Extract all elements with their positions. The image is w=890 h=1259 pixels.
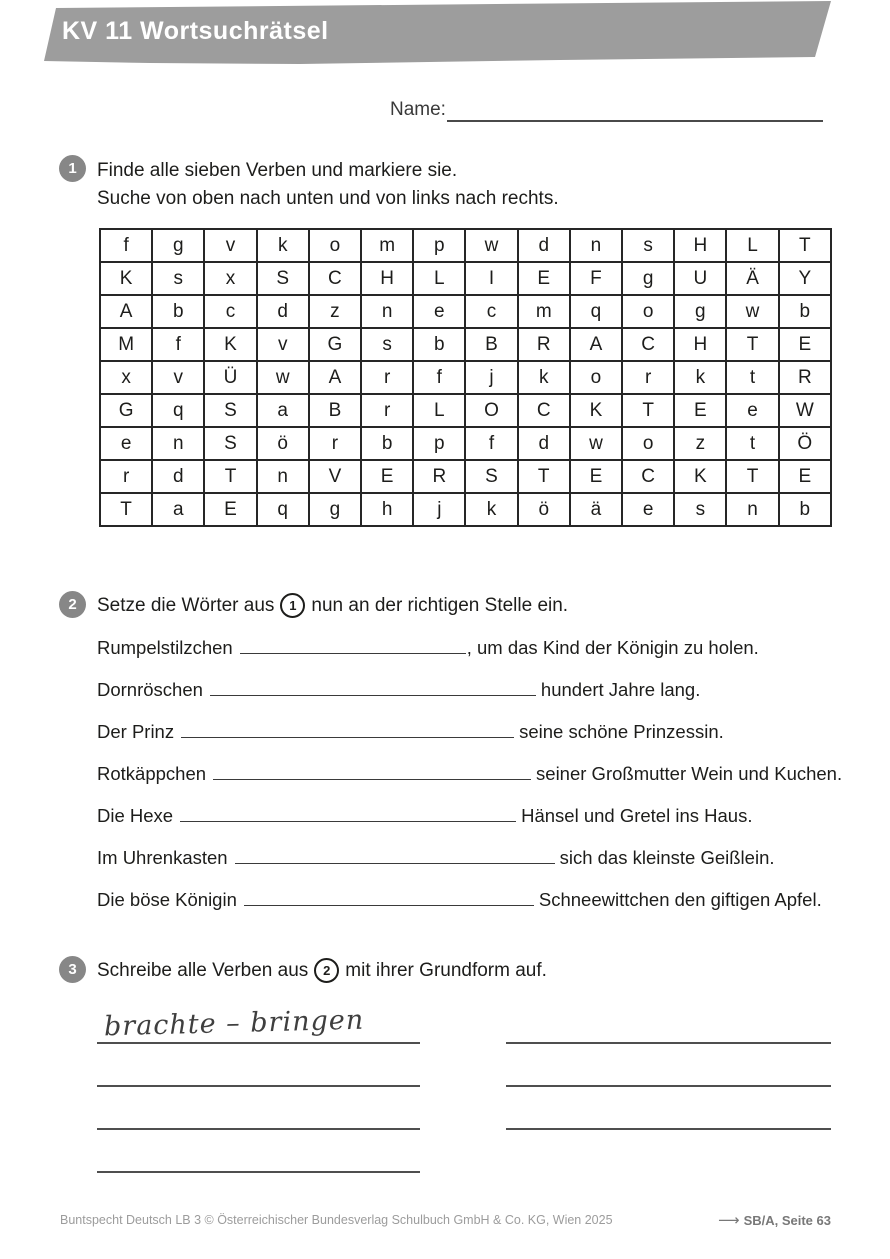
writing-line: [506, 1085, 831, 1087]
grid-cell-letter: f: [152, 328, 204, 361]
grid-cell-letter: g: [309, 493, 361, 526]
sentence-prefix: Rotkäppchen: [97, 763, 207, 784]
grid-cell-letter: S: [257, 262, 309, 295]
word-grid-table: [99, 228, 832, 527]
grid-cell-letter: j: [413, 493, 465, 526]
sentence-suffix: hundert Jahre lang.: [540, 679, 701, 700]
task2-sentences: [97, 637, 843, 931]
answer-blank-line: [210, 681, 536, 696]
sentence-suffix: Schneewittchen den giftigen Apfel.: [538, 889, 822, 910]
fill-in-sentence: [97, 763, 843, 805]
grid-cell-letter: b: [152, 295, 204, 328]
grid-cell-letter: c: [204, 295, 256, 328]
answer-blank-line: [235, 849, 555, 864]
grid-cell-letter: L: [726, 229, 778, 262]
task2-instruction-prefix: Setze die Wörter aus: [97, 594, 275, 616]
grid-cell-letter: C: [518, 394, 570, 427]
grid-cell-letter: a: [257, 394, 309, 427]
grid-cell-letter: E: [570, 460, 622, 493]
grid-cell-letter: q: [152, 394, 204, 427]
writing-line: [97, 1128, 420, 1130]
fill-in-sentence: [97, 847, 837, 889]
grid-cell-letter: e: [413, 295, 465, 328]
grid-cell-letter: j: [465, 361, 517, 394]
grid-cell-letter: C: [622, 460, 674, 493]
grid-cell-letter: g: [674, 295, 726, 328]
grid-cell-letter: r: [309, 427, 361, 460]
grid-cell-letter: f: [100, 229, 152, 262]
grid-cell-letter: x: [204, 262, 256, 295]
sentence-suffix: sich das kleinste Geißlein.: [559, 847, 775, 868]
grid-cell-letter: k: [257, 229, 309, 262]
answer-blank-line: [181, 723, 514, 738]
grid-cell-letter: o: [622, 295, 674, 328]
grid-cell-letter: I: [465, 262, 517, 295]
answer-blank-line: [244, 891, 534, 906]
grid-cell-letter: C: [309, 262, 361, 295]
grid-cell-letter: w: [570, 427, 622, 460]
grid-row: [100, 427, 831, 460]
right-arrow-icon: ⟶: [718, 1212, 740, 1229]
grid-cell-letter: ö: [257, 427, 309, 460]
grid-cell-letter: e: [622, 493, 674, 526]
grid-cell-letter: Ü: [204, 361, 256, 394]
grid-cell-letter: A: [570, 328, 622, 361]
grid-cell-letter: r: [361, 361, 413, 394]
grid-cell-letter: L: [413, 262, 465, 295]
grid-cell-letter: e: [726, 394, 778, 427]
grid-cell-letter: o: [622, 427, 674, 460]
grid-cell-letter: H: [674, 328, 726, 361]
grid-cell-letter: k: [465, 493, 517, 526]
grid-cell-letter: ä: [570, 493, 622, 526]
grid-cell-letter: k: [674, 361, 726, 394]
grid-cell-letter: E: [674, 394, 726, 427]
sentence-suffix: seiner Großmutter Wein und Kuchen.: [536, 763, 843, 784]
grid-cell-letter: w: [257, 361, 309, 394]
grid-cell-letter: K: [100, 262, 152, 295]
grid-cell-letter: M: [100, 328, 152, 361]
grid-cell-letter: S: [465, 460, 517, 493]
grid-cell-letter: r: [622, 361, 674, 394]
grid-cell-letter: G: [309, 328, 361, 361]
grid-cell-letter: ö: [518, 493, 570, 526]
writing-line: [506, 1128, 831, 1130]
grid-cell-letter: T: [518, 460, 570, 493]
task3-instruction-suffix: mit ihrer Grundform auf.: [345, 959, 547, 981]
fill-in-sentence: [97, 805, 837, 847]
grid-cell-letter: d: [518, 427, 570, 460]
fill-in-sentence: [97, 889, 837, 931]
grid-cell-letter: R: [518, 328, 570, 361]
grid-cell-letter: n: [257, 460, 309, 493]
grid-cell-letter: T: [204, 460, 256, 493]
grid-cell-letter: T: [726, 328, 778, 361]
grid-cell-letter: s: [152, 262, 204, 295]
task3-instruction: [97, 958, 547, 983]
answer-blank-line: [213, 765, 531, 780]
grid-cell-letter: E: [779, 328, 831, 361]
grid-cell-letter: A: [309, 361, 361, 394]
grid-cell-letter: o: [309, 229, 361, 262]
task1-instruction-line1: Finde alle sieben Verben und markiere sie.: [97, 160, 458, 181]
grid-cell-letter: d: [518, 229, 570, 262]
page-title: KV 11 Wortsuchrätsel: [62, 17, 329, 45]
grid-cell-letter: n: [570, 229, 622, 262]
grid-cell-letter: n: [152, 427, 204, 460]
grid-cell-letter: n: [361, 295, 413, 328]
grid-cell-letter: E: [779, 460, 831, 493]
task1-number-badge: 1: [59, 155, 86, 182]
grid-cell-letter: n: [726, 493, 778, 526]
sentence-suffix: Hänsel und Gretel ins Haus.: [521, 805, 753, 826]
task1-instruction: [97, 157, 559, 213]
grid-cell-letter: h: [361, 493, 413, 526]
grid-cell-letter: b: [779, 295, 831, 328]
sentence-prefix: Rumpelstilzchen: [97, 637, 233, 658]
grid-cell-letter: z: [674, 427, 726, 460]
grid-cell-letter: f: [465, 427, 517, 460]
grid-cell-letter: b: [779, 493, 831, 526]
sentence-suffix: seine schöne Prinzessin.: [519, 721, 724, 742]
grid-cell-letter: w: [726, 295, 778, 328]
grid-row: [100, 394, 831, 427]
grid-cell-letter: a: [152, 493, 204, 526]
grid-cell-letter: T: [622, 394, 674, 427]
grid-cell-letter: G: [100, 394, 152, 427]
writing-line: [506, 1042, 831, 1044]
task2-instruction: [97, 593, 568, 618]
footer-imprint: Buntspecht Deutsch LB 3 © Österreichischer Bundesverlag Schulbuch GmbH & Co. KG, Wien 2025: [60, 1213, 613, 1227]
grid-cell-letter: R: [413, 460, 465, 493]
handwritten-answer: brachte – bringen: [103, 1004, 365, 1043]
grid-cell-letter: m: [361, 229, 413, 262]
grid-cell-letter: w: [465, 229, 517, 262]
grid-cell-letter: b: [413, 328, 465, 361]
grid-cell-letter: R: [779, 361, 831, 394]
grid-cell-letter: K: [570, 394, 622, 427]
grid-cell-letter: H: [361, 262, 413, 295]
grid-cell-letter: v: [257, 328, 309, 361]
grid-cell-letter: U: [674, 262, 726, 295]
grid-cell-letter: q: [257, 493, 309, 526]
grid-cell-letter: T: [726, 460, 778, 493]
grid-cell-letter: m: [518, 295, 570, 328]
task3-instruction-prefix: Schreibe alle Verben aus: [97, 959, 309, 981]
grid-cell-letter: s: [622, 229, 674, 262]
grid-row: [100, 262, 831, 295]
fill-in-sentence: [97, 679, 837, 721]
grid-cell-letter: b: [361, 427, 413, 460]
grid-cell-letter: q: [570, 295, 622, 328]
grid-cell-letter: v: [152, 361, 204, 394]
grid-cell-letter: t: [726, 361, 778, 394]
grid-row: [100, 229, 831, 262]
sentence-prefix: Im Uhrenkasten: [97, 847, 228, 868]
task1-instruction-line2: Suche von oben nach unten und von links nach rechts.: [97, 188, 559, 209]
grid-cell-letter: E: [518, 262, 570, 295]
grid-cell-letter: H: [674, 229, 726, 262]
sentence-prefix: Der Prinz: [97, 721, 175, 742]
grid-cell-letter: r: [100, 460, 152, 493]
grid-cell-letter: p: [413, 229, 465, 262]
grid-cell-letter: r: [361, 394, 413, 427]
grid-cell-letter: B: [309, 394, 361, 427]
grid-cell-letter: K: [204, 328, 256, 361]
grid-cell-letter: Y: [779, 262, 831, 295]
grid-row: [100, 328, 831, 361]
grid-cell-letter: S: [204, 394, 256, 427]
grid-cell-letter: o: [570, 361, 622, 394]
name-line: [447, 103, 823, 122]
writing-line: [97, 1171, 420, 1173]
grid-cell-letter: g: [152, 229, 204, 262]
grid-cell-letter: S: [204, 427, 256, 460]
task2-number-badge: 2: [59, 591, 86, 618]
grid-row: [100, 493, 831, 526]
circled-ref-1: 1: [280, 593, 305, 618]
grid-cell-letter: s: [361, 328, 413, 361]
task3-number-badge: 3: [59, 956, 86, 983]
grid-cell-letter: g: [622, 262, 674, 295]
task2-instruction-suffix: nun an der richtigen Stelle ein.: [311, 594, 569, 616]
answer-blank-line: [180, 807, 516, 822]
circled-ref-2: 2: [314, 958, 339, 983]
grid-cell-letter: A: [100, 295, 152, 328]
grid-row: [100, 361, 831, 394]
fill-in-sentence: [97, 721, 837, 763]
grid-cell-letter: x: [100, 361, 152, 394]
sentence-prefix: Die Hexe: [97, 805, 174, 826]
grid-row: [100, 295, 831, 328]
grid-cell-letter: B: [465, 328, 517, 361]
grid-cell-letter: t: [726, 427, 778, 460]
grid-cell-letter: E: [361, 460, 413, 493]
grid-cell-letter: E: [204, 493, 256, 526]
fill-in-sentence: [97, 637, 837, 679]
grid-cell-letter: O: [465, 394, 517, 427]
answer-blank-line: [240, 639, 466, 654]
grid-cell-letter: V: [309, 460, 361, 493]
grid-cell-letter: W: [779, 394, 831, 427]
grid-cell-letter: C: [622, 328, 674, 361]
grid-cell-letter: e: [100, 427, 152, 460]
grid-cell-letter: k: [518, 361, 570, 394]
grid-cell-letter: T: [100, 493, 152, 526]
sentence-prefix: Dornröschen: [97, 679, 203, 700]
grid-cell-letter: f: [413, 361, 465, 394]
sentence-suffix: , um das Kind der Königin zu holen.: [466, 637, 759, 658]
grid-cell-letter: d: [257, 295, 309, 328]
grid-cell-letter: d: [152, 460, 204, 493]
grid-cell-letter: F: [570, 262, 622, 295]
writing-line: [97, 1042, 420, 1044]
grid-cell-letter: Ö: [779, 427, 831, 460]
footer-page-ref: [718, 1211, 831, 1229]
grid-cell-letter: K: [674, 460, 726, 493]
writing-line: [97, 1085, 420, 1087]
grid-cell-letter: c: [465, 295, 517, 328]
footer-page-ref-text: SB/A, Seite 63: [743, 1212, 831, 1228]
grid-cell-letter: p: [413, 427, 465, 460]
grid-cell-letter: Ä: [726, 262, 778, 295]
sentence-prefix: Die böse Königin: [97, 889, 237, 910]
grid-cell-letter: s: [674, 493, 726, 526]
grid-row: [100, 460, 831, 493]
grid-cell-letter: T: [779, 229, 831, 262]
name-label: Name:: [390, 99, 446, 120]
grid-cell-letter: v: [204, 229, 256, 262]
grid-cell-letter: L: [413, 394, 465, 427]
grid-cell-letter: z: [309, 295, 361, 328]
